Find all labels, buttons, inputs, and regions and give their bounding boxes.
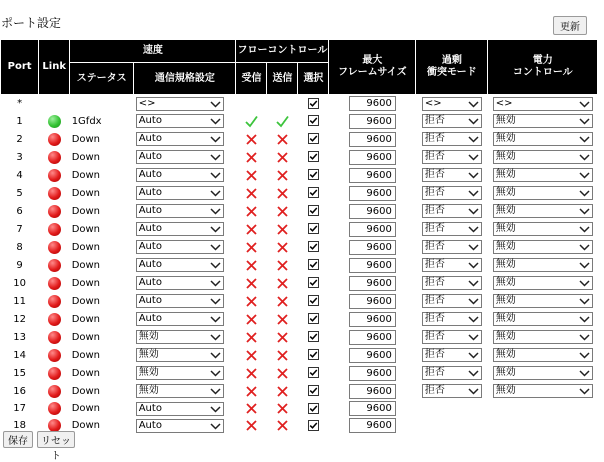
chevron-down-icon (210, 262, 221, 269)
cross-icon (276, 295, 289, 308)
link-status: Down (71, 313, 101, 325)
chevron-down-icon (579, 208, 590, 215)
checkbox[interactable] (308, 420, 319, 431)
max-frame-input[interactable]: 9600 (349, 401, 396, 416)
port-number: 2 (16, 133, 23, 145)
cross-icon (276, 277, 289, 290)
link-down-icon (48, 133, 61, 146)
link-status: Down (71, 277, 101, 289)
cross-icon (245, 367, 258, 380)
chevron-down-icon (468, 388, 479, 395)
excessive-collision-select[interactable]: 拒否 (422, 366, 482, 380)
header-excessive-collision: 過剰 衝突モード (416, 40, 488, 95)
link-status: Down (71, 151, 101, 163)
speed-select[interactable]: Auto (136, 419, 224, 433)
header-power-control: 電力 コントロール (488, 40, 598, 95)
excessive-collision-select[interactable]: 拒否 (422, 150, 482, 164)
port-number: 6 (16, 205, 23, 217)
checkbox[interactable] (308, 223, 319, 234)
chevron-down-icon (468, 352, 479, 359)
chevron-down-icon (579, 316, 590, 323)
port-number: 1 (16, 115, 23, 127)
speed-select[interactable]: Auto (136, 312, 224, 326)
cross-icon (276, 419, 289, 432)
chevron-down-icon (468, 370, 479, 377)
link-status: Down (71, 331, 101, 343)
excessive-collision-select[interactable]: 拒否 (422, 132, 482, 146)
checkbox[interactable] (308, 98, 319, 109)
max-frame-input[interactable]: 9600 (349, 384, 396, 399)
cross-icon (245, 277, 258, 290)
table-row (1, 184, 598, 202)
port-number: 10 (13, 277, 26, 289)
chevron-down-icon (579, 388, 590, 395)
cross-icon (276, 241, 289, 254)
link-status: Down (71, 169, 101, 181)
link-down-icon (48, 331, 61, 344)
cross-icon (276, 259, 289, 272)
speed-select[interactable]: Auto (136, 114, 224, 128)
link-down-icon (48, 402, 61, 415)
cross-icon (245, 331, 258, 344)
checkbox[interactable] (308, 313, 319, 324)
header-link: Link (39, 40, 70, 95)
link-down-icon (48, 169, 61, 182)
power-control-select[interactable]: 無効 (493, 150, 593, 164)
table-row (1, 328, 598, 346)
chevron-down-icon (210, 352, 221, 359)
chevron-down-icon (468, 172, 479, 179)
checkbox[interactable] (308, 133, 319, 144)
cross-icon (245, 169, 258, 182)
cross-icon (245, 187, 258, 200)
speed-select[interactable]: 無効 (136, 348, 224, 362)
chevron-down-icon (210, 190, 221, 197)
link-status: Down (71, 223, 101, 235)
chevron-down-icon (579, 298, 590, 305)
chevron-down-icon (210, 208, 221, 215)
link-down-icon (48, 313, 61, 326)
link-status: Down (71, 385, 101, 397)
port-number: 7 (16, 223, 23, 235)
table-row (1, 220, 598, 238)
port-number: 5 (16, 187, 23, 199)
table-row (1, 292, 598, 310)
link-down-icon (48, 277, 61, 290)
port-number: 3 (16, 151, 23, 163)
checkbox[interactable] (308, 367, 319, 378)
cross-icon (276, 402, 289, 415)
cross-icon (276, 205, 289, 218)
power-control-select[interactable]: 無効 (493, 384, 593, 398)
speed-select[interactable]: <> (136, 97, 224, 111)
speed-select[interactable]: Auto (136, 240, 224, 254)
excessive-collision-select[interactable]: 拒否 (422, 348, 482, 362)
power-control-select[interactable]: 無効 (493, 258, 593, 272)
link-status: Down (71, 403, 101, 414)
port-number: 14 (13, 349, 26, 361)
header-rx: 受信 (236, 63, 267, 95)
power-control-select[interactable]: 無効 (493, 294, 593, 308)
table-row (1, 238, 598, 256)
speed-select[interactable]: Auto (136, 186, 224, 200)
chevron-down-icon (210, 154, 221, 161)
max-frame-input[interactable]: 9600 (349, 222, 396, 237)
excessive-collision-select[interactable]: 拒否 (422, 258, 482, 272)
cross-icon (245, 205, 258, 218)
speed-select[interactable]: 無効 (136, 366, 224, 380)
link-down-icon (48, 367, 61, 380)
link-down-icon (48, 205, 61, 218)
chevron-down-icon (468, 298, 479, 305)
link-down-icon (48, 349, 61, 362)
chevron-down-icon (210, 118, 221, 125)
port-number: 15 (13, 367, 26, 379)
cross-icon (276, 385, 289, 398)
speed-select[interactable]: 無効 (136, 330, 224, 344)
cross-icon (245, 313, 258, 326)
cross-icon (276, 151, 289, 164)
chevron-down-icon (210, 423, 221, 430)
header-port: Port (1, 40, 39, 95)
port-number: 4 (16, 169, 23, 181)
link-down-icon (48, 241, 61, 254)
checkbox[interactable] (308, 403, 319, 414)
chevron-down-icon (210, 101, 221, 108)
cross-icon (245, 349, 258, 362)
cross-icon (245, 419, 258, 432)
chevron-down-icon (210, 316, 221, 323)
max-frame-input[interactable]: 9600 (349, 114, 396, 129)
speed-select[interactable]: Auto (136, 276, 224, 290)
link-status: Down (71, 367, 101, 379)
chevron-down-icon (579, 352, 590, 359)
chevron-down-icon (579, 244, 590, 251)
excessive-collision-select[interactable]: <> (422, 97, 482, 111)
link-down-icon (48, 187, 61, 200)
chevron-down-icon (210, 298, 221, 305)
table-row (1, 112, 598, 130)
speed-select[interactable]: 無効 (136, 384, 224, 398)
table-row (1, 148, 598, 166)
speed-select[interactable]: Auto (136, 150, 224, 164)
max-frame-input[interactable]: 9600 (349, 168, 396, 183)
chevron-down-icon (210, 244, 221, 251)
table-row (1, 130, 598, 148)
port-rows (1, 95, 598, 435)
max-frame-input[interactable]: 9600 (349, 348, 396, 363)
excessive-collision-select[interactable]: 拒否 (422, 276, 482, 290)
cross-icon (245, 385, 258, 398)
table-row (1, 256, 598, 274)
cross-icon (276, 169, 289, 182)
max-frame-input[interactable]: 9600 (349, 418, 396, 433)
power-control-select[interactable]: <> (493, 97, 593, 111)
cross-icon (245, 241, 258, 254)
cross-icon (245, 402, 258, 415)
table-row (1, 274, 598, 292)
cross-icon (276, 367, 289, 380)
excessive-collision-select[interactable]: 拒否 (422, 294, 482, 308)
link-status: Down (71, 205, 101, 217)
link-status: Down (71, 295, 101, 307)
checkbox[interactable] (308, 331, 319, 342)
header-max-frame: 最大 フレームサイズ (329, 40, 416, 95)
checkbox[interactable] (308, 385, 319, 396)
link-down-icon (48, 151, 61, 164)
speed-select[interactable]: Auto (136, 222, 224, 236)
chevron-down-icon (468, 136, 479, 143)
port-number: 17 (13, 403, 26, 414)
chevron-down-icon (468, 262, 479, 269)
power-control-select[interactable]: 無効 (493, 114, 593, 128)
header-config: 通信規格設定 (134, 63, 236, 95)
chevron-down-icon (210, 388, 221, 395)
chevron-down-icon (579, 101, 590, 108)
port-number: 8 (16, 241, 23, 253)
power-control-select[interactable]: 無効 (493, 312, 593, 326)
link-status: Down (71, 133, 101, 145)
cross-icon (245, 151, 258, 164)
port-number: 12 (13, 313, 26, 325)
chevron-down-icon (468, 154, 479, 161)
speed-select[interactable]: Auto (136, 258, 224, 272)
checkbox[interactable] (308, 259, 319, 270)
power-control-select[interactable]: 無効 (493, 366, 593, 380)
port-number: 9 (16, 259, 23, 271)
table-row (1, 400, 598, 417)
chevron-down-icon (210, 172, 221, 179)
checkbox[interactable] (308, 277, 319, 288)
max-frame-input[interactable]: 9600 (349, 204, 396, 219)
table-row (1, 202, 598, 220)
speed-select[interactable]: Auto (136, 132, 224, 146)
link-status: Down (71, 259, 101, 271)
chevron-down-icon (210, 334, 221, 341)
cross-icon (245, 295, 258, 308)
chevron-down-icon (468, 118, 479, 125)
port-number: 16 (13, 385, 26, 397)
chevron-down-icon (579, 226, 590, 233)
chevron-down-icon (210, 136, 221, 143)
port-number: 11 (13, 295, 26, 307)
link-status: Down (71, 241, 101, 253)
excessive-collision-select[interactable]: 拒否 (422, 222, 482, 236)
link-status: Down (71, 349, 101, 361)
table-row (1, 417, 598, 434)
port-number: * (17, 98, 23, 109)
chevron-down-icon (210, 370, 221, 377)
max-frame-input[interactable]: 9600 (349, 150, 396, 165)
chevron-down-icon (468, 208, 479, 215)
cross-icon (276, 331, 289, 344)
save-button[interactable]: 保存 (3, 431, 33, 448)
chevron-down-icon (468, 316, 479, 323)
check-icon (276, 115, 289, 128)
link-up-icon (48, 115, 61, 128)
max-frame-input[interactable]: 9600 (349, 276, 396, 291)
table-row (1, 382, 598, 400)
power-control-select[interactable]: 無効 (493, 276, 593, 290)
power-control-select[interactable]: 無効 (493, 348, 593, 362)
checkbox[interactable] (308, 205, 319, 216)
port-number: 13 (13, 331, 26, 343)
checkbox[interactable] (308, 115, 319, 126)
excessive-collision-select[interactable]: 拒否 (422, 114, 482, 128)
chevron-down-icon (468, 190, 479, 197)
header-status: ステータス (70, 63, 134, 95)
chevron-down-icon (468, 244, 479, 251)
power-control-select[interactable]: 無効 (493, 240, 593, 254)
checkbox[interactable] (308, 349, 319, 360)
cross-icon (276, 223, 289, 236)
chevron-down-icon (210, 406, 221, 413)
chevron-down-icon (210, 226, 221, 233)
link-status: Down (71, 187, 101, 199)
max-frame-input[interactable]: 9600 (349, 240, 396, 255)
header-tx: 送信 (267, 63, 298, 95)
port-settings-table (0, 39, 598, 434)
header-flow-control: フローコントロール (236, 40, 329, 63)
excessive-collision-select[interactable]: 拒否 (422, 312, 482, 326)
checkbox[interactable] (308, 169, 319, 180)
chevron-down-icon (468, 280, 479, 287)
cross-icon (276, 313, 289, 326)
checkbox[interactable] (308, 187, 319, 198)
page-title: ポート設定 (1, 16, 62, 30)
chevron-down-icon (579, 136, 590, 143)
cross-icon (245, 133, 258, 146)
excessive-collision-select[interactable]: 拒否 (422, 186, 482, 200)
link-down-icon (48, 259, 61, 272)
chevron-down-icon (579, 280, 590, 287)
cross-icon (245, 223, 258, 236)
cross-icon (276, 349, 289, 362)
chevron-down-icon (579, 370, 590, 377)
excessive-collision-select[interactable]: 拒否 (422, 204, 482, 218)
table-row (1, 166, 598, 184)
power-control-select[interactable]: 無効 (493, 222, 593, 236)
speed-select[interactable]: Auto (136, 402, 224, 416)
checkbox[interactable] (308, 151, 319, 162)
power-control-select[interactable]: 無効 (493, 168, 593, 182)
link-down-icon (48, 223, 61, 236)
chevron-down-icon (210, 280, 221, 287)
power-control-select[interactable]: 無効 (493, 330, 593, 344)
chevron-down-icon (579, 190, 590, 197)
check-icon (245, 115, 258, 128)
chevron-down-icon (468, 226, 479, 233)
cross-icon (276, 187, 289, 200)
speed-select[interactable]: Auto (136, 168, 224, 182)
excessive-collision-select[interactable]: 拒否 (422, 168, 482, 182)
max-frame-input[interactable]: 9600 (349, 258, 396, 273)
reset-button[interactable]: リセット (37, 431, 75, 448)
cross-icon (245, 259, 258, 272)
max-frame-input[interactable]: 9600 (349, 330, 396, 345)
table-row (1, 364, 598, 382)
power-control-select[interactable]: 無効 (493, 204, 593, 218)
table-row (1, 310, 598, 328)
excessive-collision-select[interactable]: 拒否 (422, 384, 482, 398)
chevron-down-icon (579, 154, 590, 161)
link-down-icon (48, 295, 61, 308)
max-frame-input[interactable]: 9600 (349, 366, 396, 381)
port-number: 18 (13, 420, 26, 431)
cross-icon (276, 133, 289, 146)
chevron-down-icon (579, 172, 590, 179)
header-select: 選択 (298, 63, 329, 95)
max-frame-input[interactable]: 9600 (349, 294, 396, 309)
table-row (1, 346, 598, 364)
max-frame-input[interactable]: 9600 (349, 132, 396, 147)
power-control-select[interactable]: 無効 (493, 186, 593, 200)
link-down-icon (48, 385, 61, 398)
refresh-button[interactable]: 更新 (553, 16, 587, 35)
link-status: Down (71, 420, 101, 431)
speed-select[interactable]: Auto (136, 204, 224, 218)
chevron-down-icon (579, 262, 590, 269)
header-speed: 速度 (70, 40, 236, 63)
speed-select[interactable]: Auto (136, 294, 224, 308)
max-frame-input[interactable]: 9600 (349, 186, 396, 201)
excessive-collision-select[interactable]: 拒否 (422, 330, 482, 344)
all-ports-row (1, 95, 598, 113)
power-control-select[interactable]: 無効 (493, 132, 593, 146)
checkbox[interactable] (308, 295, 319, 306)
link-status: 1Gfdx (71, 115, 102, 127)
excessive-collision-select[interactable]: 拒否 (422, 240, 482, 254)
chevron-down-icon (468, 334, 479, 341)
checkbox[interactable] (308, 241, 319, 252)
max-frame-input[interactable]: 9600 (349, 96, 396, 111)
max-frame-input[interactable]: 9600 (349, 312, 396, 327)
chevron-down-icon (579, 118, 590, 125)
chevron-down-icon (579, 334, 590, 341)
chevron-down-icon (468, 101, 479, 108)
